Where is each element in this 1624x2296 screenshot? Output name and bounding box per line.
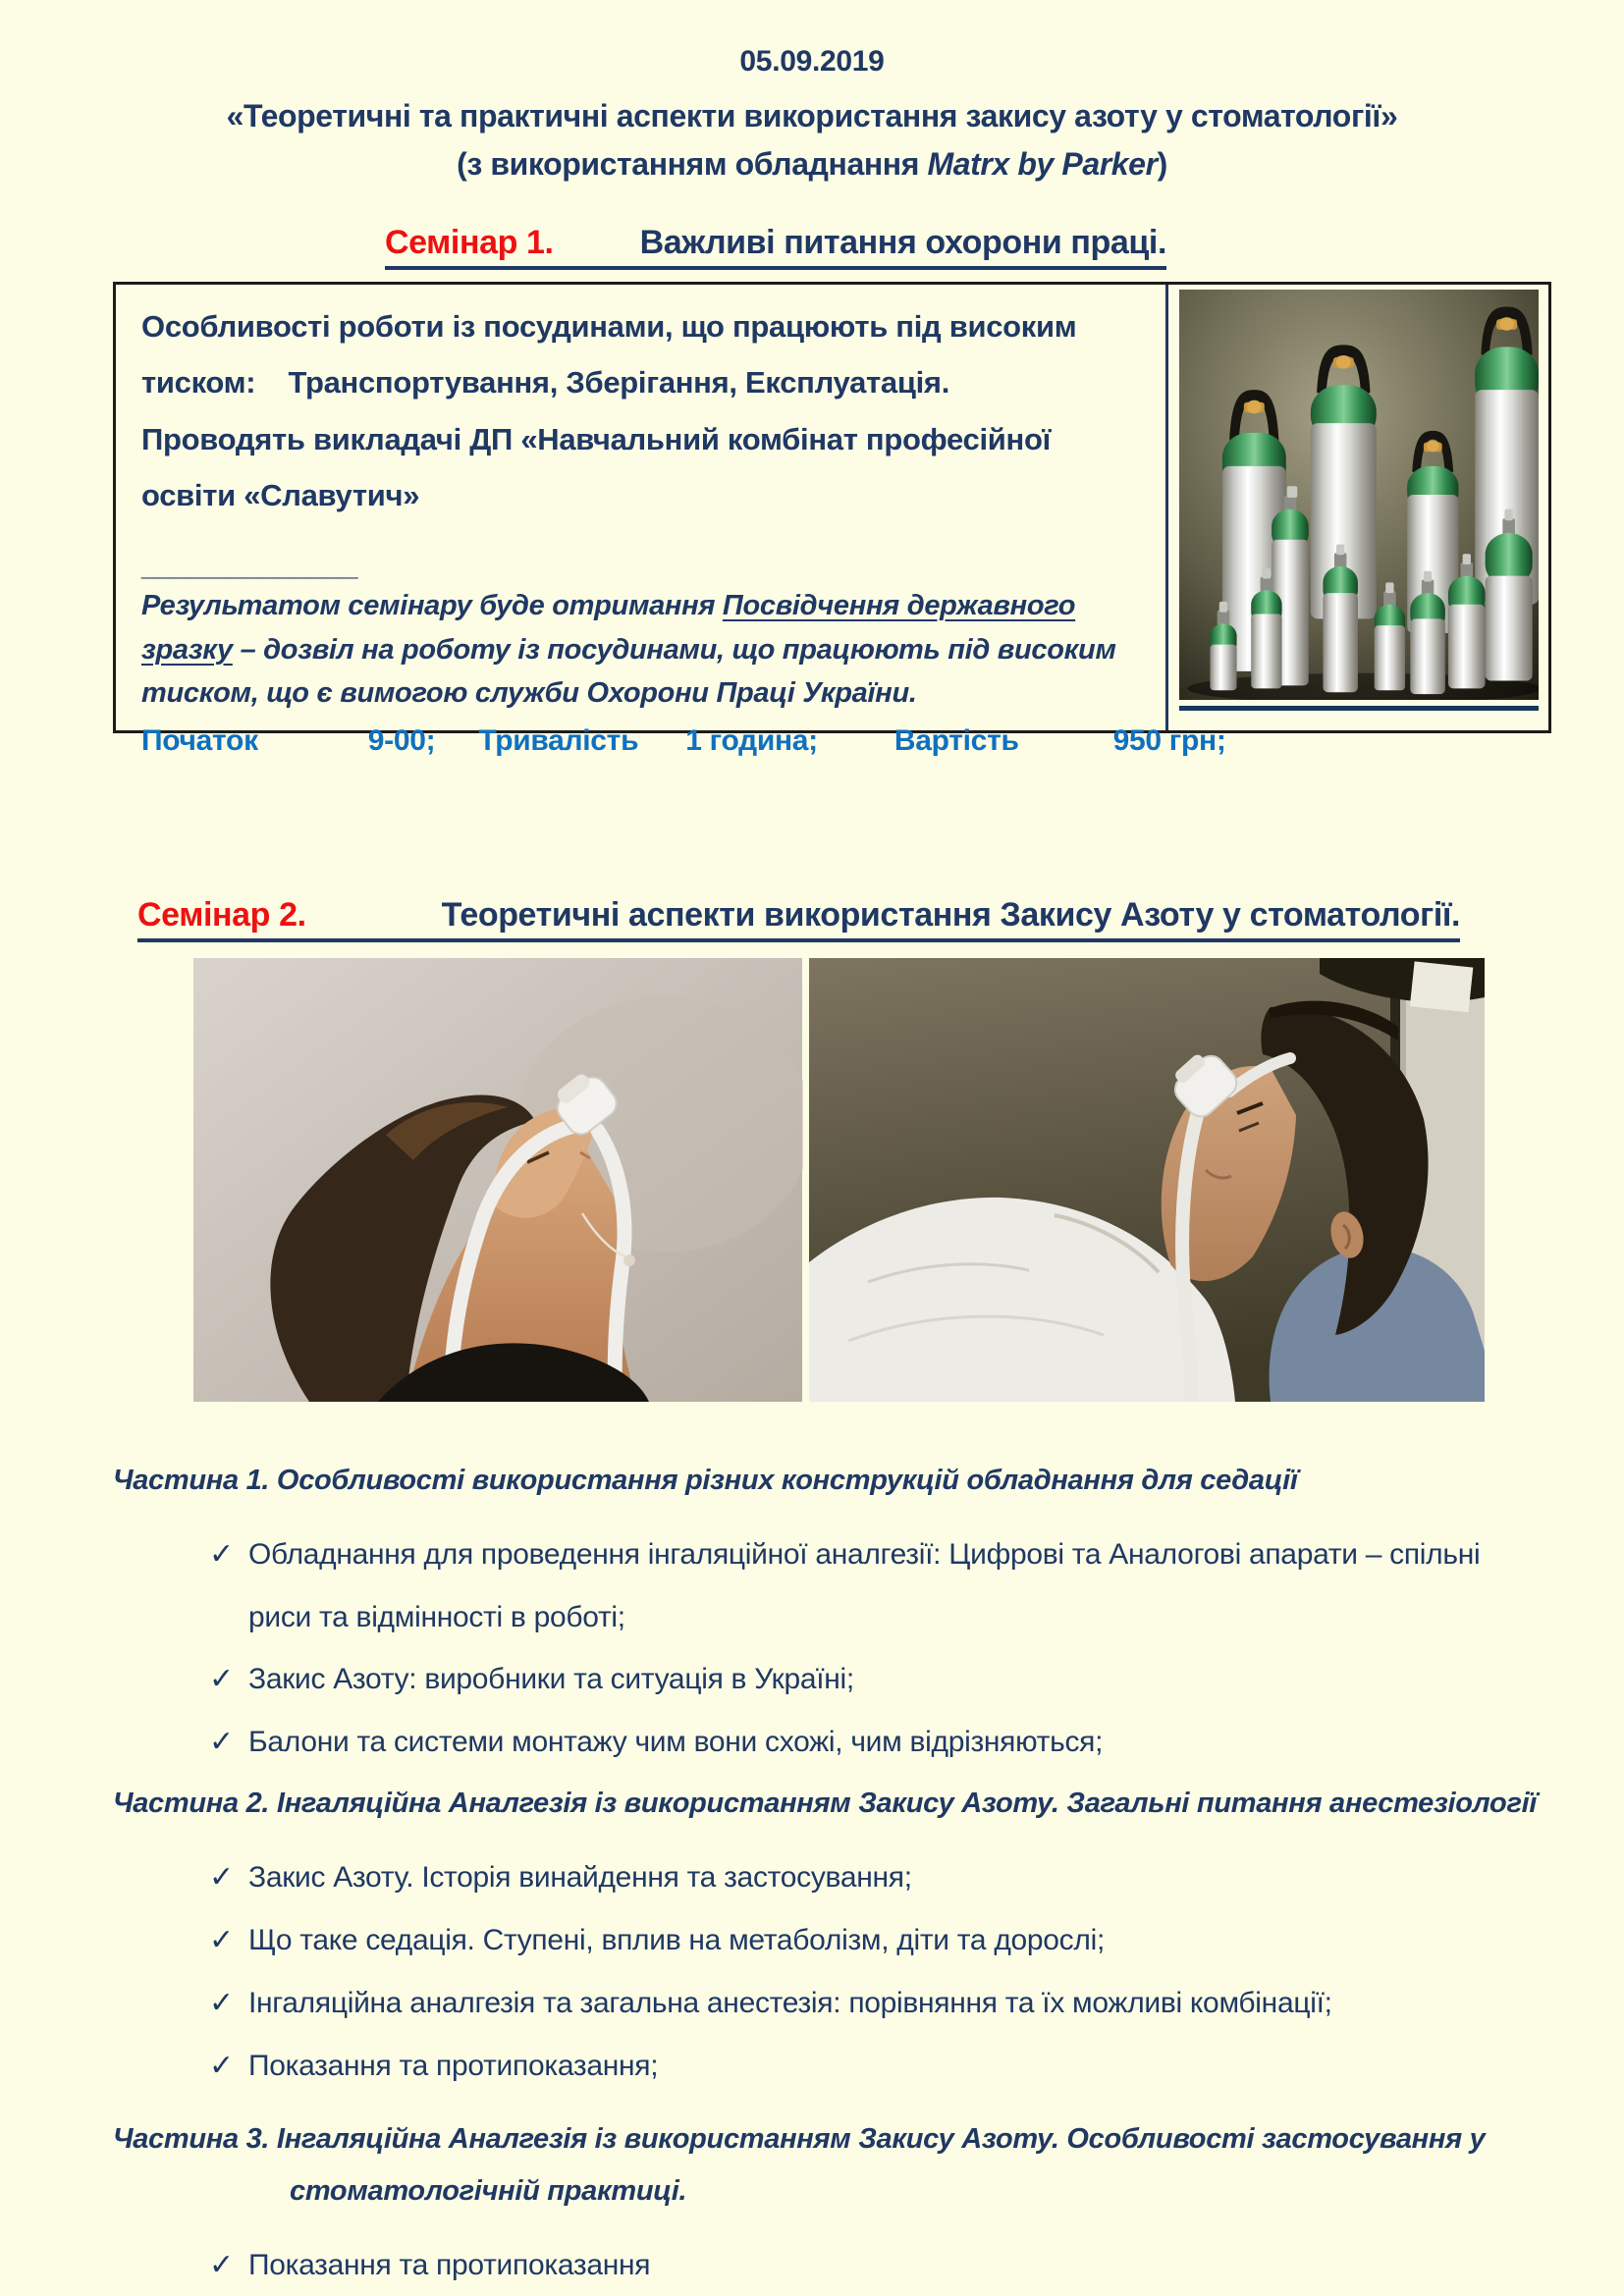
seminar2-label: Семінар 2. — [137, 896, 306, 934]
result-certificate-name: Посвідчення державного зразку — [141, 590, 1076, 666]
section-part1 — [113, 1463, 1591, 1774]
box-organizer-paragraph: Проводять викладачі ДП «Навчальний комбінат професійної освіти «Славутич» — [141, 421, 1052, 513]
image-underline-bar — [1179, 706, 1539, 711]
list-item: ✓ Інгаляційна аналгезія та загальна анестезія: порівняння та їх можливі комбінації; — [113, 1972, 1488, 2035]
seminar2-title: Теоретичні аспекти використання Закису Азоту у стоматології. — [441, 896, 1461, 934]
box-intro-paragraph: Особливості роботи із посудинами, що працюють під високим тиском: Транспортування, Зберігання, Експлуатація. — [141, 309, 1077, 400]
check-icon: ✓ — [209, 1537, 234, 1571]
check-icon: ✓ — [209, 1726, 234, 1759]
subtitle-prefix: (з використанням обладнання — [457, 146, 928, 182]
check-icon: ✓ — [209, 1986, 234, 2019]
schedule-price-value: 950 грн; — [1112, 723, 1226, 757]
check-icon: ✓ — [209, 2049, 234, 2082]
list-item: ✓ Закис Азоту. Історія винайдення та застосування; — [113, 1846, 1488, 1909]
schedule-price-label: Вартість — [893, 723, 1019, 757]
schedule-start-value: 9-00; — [367, 723, 436, 757]
part2-checklist — [113, 1846, 1488, 2098]
seminar2-heading — [137, 896, 1624, 942]
schedule-duration-value: 1 година; — [685, 723, 818, 757]
photos-row — [192, 958, 1624, 1402]
seminar1-label: Семінар 1. — [384, 224, 554, 261]
list-item: ✓ Що таке седація. Ступені, вплив на метаболізм, діти та дорослі; — [113, 1909, 1488, 1972]
subtitle-suffix: ) — [1157, 146, 1167, 182]
section-part2 — [113, 1786, 1591, 2097]
seminar1-info-box — [113, 282, 1551, 757]
schedule-start-label: Початок — [141, 723, 258, 757]
box-separator-line: _____________ — [141, 548, 358, 583]
patient-nasal-mask-photo-left — [192, 958, 803, 1402]
document-title: «Теоретичні та практичні аспекти використання закису азоту у стоматології» — [226, 98, 1398, 133]
part3-heading-line1: Частина 3. Інгаляційна Аналгезія із використанням Закису Азоту. Особливості застосування у — [113, 2122, 1486, 2155]
box-schedule-line — [141, 721, 1226, 762]
part2-heading: Частина 2. Інгаляційна Аналгезія із використанням Закису Азоту. Загальні питання анестезіології — [113, 1788, 1538, 1820]
check-icon: ✓ — [209, 1860, 234, 1894]
part1-heading: Частина 1. Особливості використання різних конструкцій обладнання для седації — [113, 1465, 1298, 1496]
list-item: ✓ Показання та протипоказання; — [113, 2035, 1488, 2098]
schedule-duration-label: Тривалість — [478, 723, 639, 757]
list-item: ✓ Закис Азоту: виробники та ситуація в Україні; — [113, 1648, 1488, 1711]
list-item: ✓ Балони та системи монтажу чим вони схожі, чим відрізняються; — [113, 1711, 1488, 1774]
check-icon: ✓ — [209, 2248, 234, 2281]
seminar1-title: Важливі питання охорони праці. — [639, 224, 1167, 261]
result-suffix: – дозвіл на роботу із посудинами, що працюють під високим тиском, що є вимогою служби Охорони Праці України. — [141, 633, 1116, 709]
seminar1-box-text — [116, 285, 1226, 757]
section-part3 — [113, 2121, 1591, 2296]
document-subtitle — [0, 146, 1624, 183]
part3-heading — [113, 2121, 1591, 2211]
check-icon: ✓ — [209, 1923, 234, 1956]
seminar1-heading — [0, 224, 1551, 270]
part3-heading-line2: стоматологічній практиці. — [290, 2175, 687, 2208]
list-item: ✓ Обладнання для проведення інгаляційної аналгезії: Цифрові та Аналогові апарати – спільні риси та відмінності в роботі; — [113, 1523, 1488, 1649]
gas-cylinders-image-cell — [1168, 285, 1548, 730]
document-date: 05.09.2019 — [739, 45, 885, 78]
patient-nasal-mask-photo-right — [809, 958, 1485, 1402]
box-result-paragraph — [141, 584, 1146, 714]
gas-cylinders-photo — [1179, 290, 1539, 700]
result-prefix: Результатом семінару буде отримання — [141, 590, 723, 622]
part3-checklist — [113, 2234, 1488, 2296]
list-item: ✓ Показання та протипоказання — [113, 2234, 1488, 2296]
equipment-brand: Matrx by Parker — [927, 146, 1158, 182]
part1-checklist — [113, 1523, 1488, 1775]
check-icon: ✓ — [209, 1663, 234, 1696]
